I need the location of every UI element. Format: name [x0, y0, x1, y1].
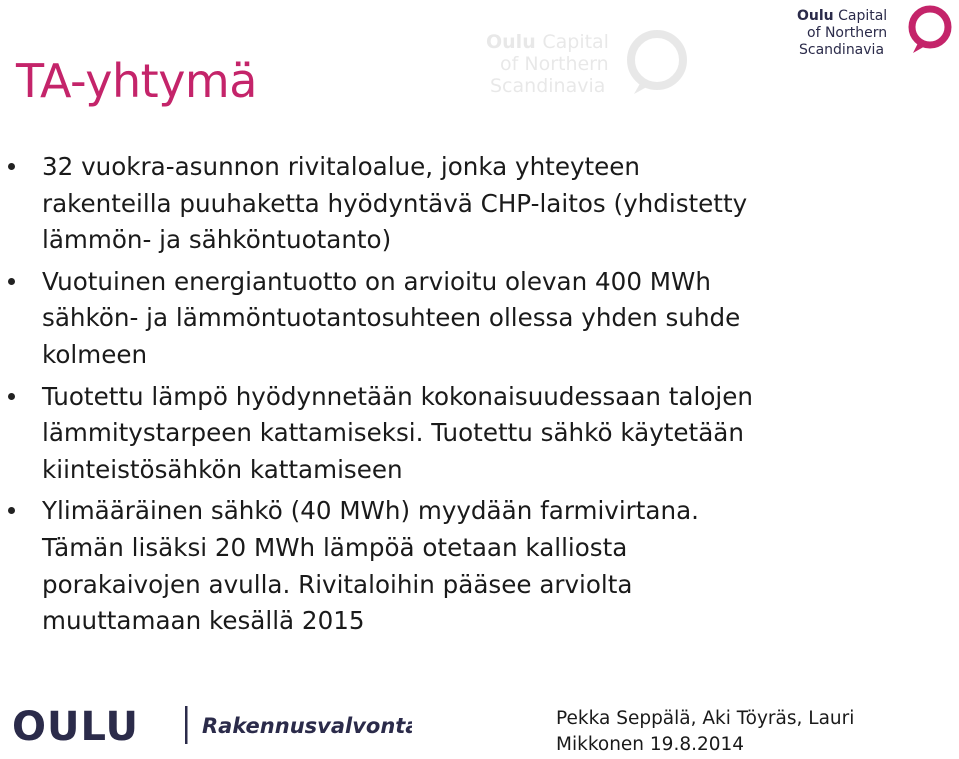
logo-department: Rakennusvalvonta: [202, 714, 412, 738]
logo-line2: of Northern: [807, 25, 888, 41]
bullet-item: Ylimääräinen sähkö (40 MWh) myydään farmivirtana. Tämän lisäksi 20 MWh lämpöä otetaan kalliosta porakaivojen avulla. Rivitaloihin pääsee arviolta muuttamaan kesällä 2015: [0, 493, 920, 639]
bullet-item: Tuotettu lämpö hyödynnetään kokonaisuudessaan talojen lämmitystarpeen kattamiseksi. Tuotettu sähkö käytetään kiinteistösähkön kattamiseen: [0, 379, 920, 489]
svg-text:Oulu Capital: Oulu Capital: [486, 31, 609, 53]
slide-title: TA-yhtymä: [16, 54, 257, 108]
logo-line3: Scandinavia: [799, 42, 885, 58]
svg-text:Oulu Capital: [797, 8, 887, 24]
bullet-dot-icon: [8, 278, 15, 285]
bullet-list: [0, 149, 920, 645]
oulu-capital-logo: [797, 4, 957, 59]
logo-divider: [185, 706, 188, 744]
svg-text:Scandinavia: Scandinavia: [490, 75, 606, 97]
bullet-dot-icon: [8, 163, 15, 170]
footer-credits: [556, 706, 956, 758]
logo-line1-rest: Capital: [838, 8, 888, 24]
logo-line1-bold: Oulu: [797, 8, 834, 24]
watermark-logo: [482, 28, 692, 98]
bullet-dot-icon: [8, 507, 15, 514]
svg-text:of Northern: of Northern: [500, 53, 609, 75]
oulu-rakennusvalvonta-logo: [12, 702, 412, 746]
footer-authors: Pekka Seppälä, Aki Töyräs, Lauri: [556, 708, 855, 729]
footer-date: Mikkonen 19.8.2014: [556, 734, 745, 755]
logo-city: OULU: [12, 704, 140, 746]
bullet-item: 32 vuokra-asunnon rivitaloalue, jonka yhteyteen rakenteilla puuhaketta hyödyntävä CHP-laitos (yhdistetty lämmön- ja sähköntuotanto): [0, 149, 920, 259]
bullet-dot-icon: [8, 393, 15, 400]
bullet-item: Vuotuinen energiantuotto on arvioitu olevan 400 MWh sähkön- ja lämmöntuotantosuhteen ollessa yhden suhde kolmeen: [0, 264, 920, 374]
